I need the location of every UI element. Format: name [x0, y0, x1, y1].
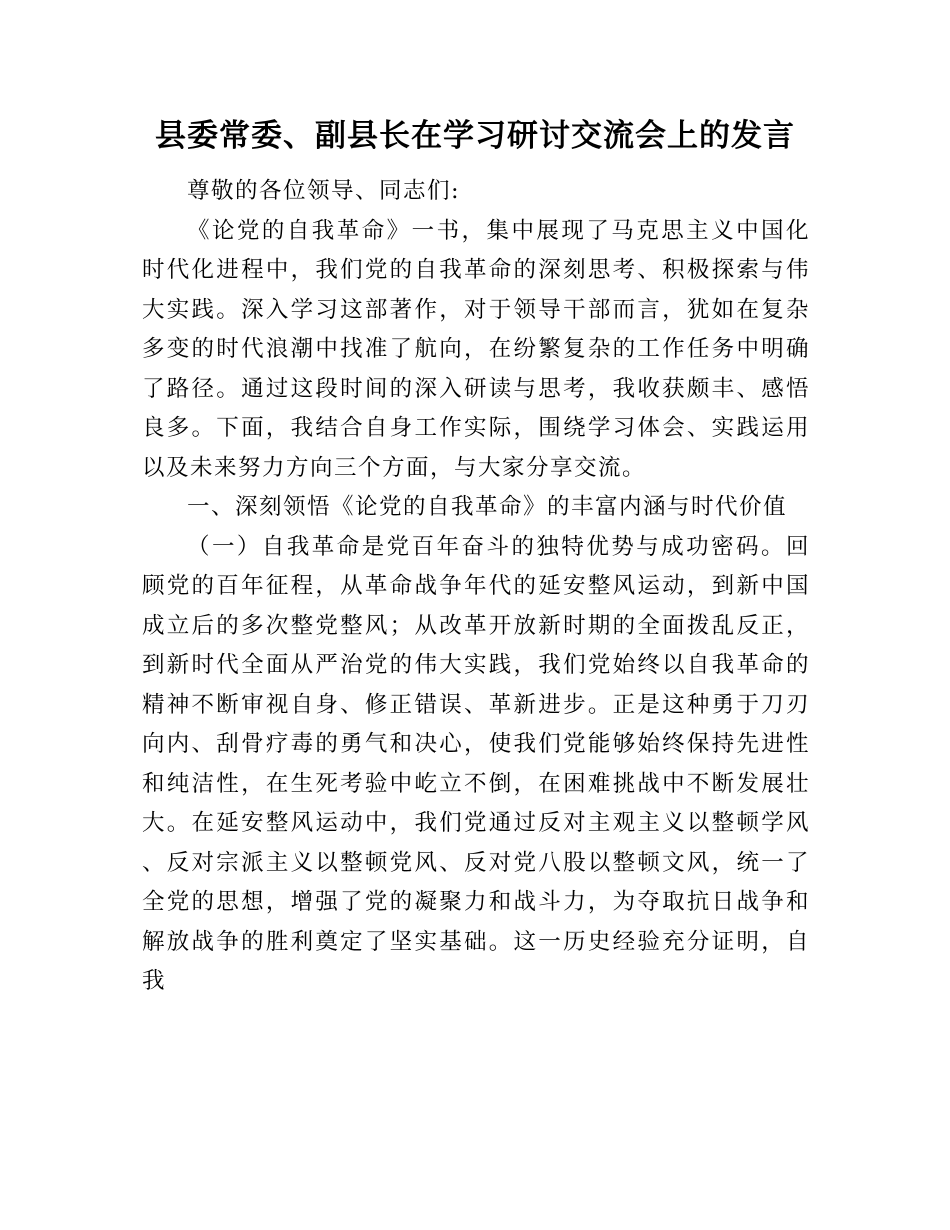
intro-paragraph: 《论党的自我革命》一书，集中展现了马克思主义中国化时代化进程中，我们党的自我革命的深刻思考、积极探索与伟大实践。深入学习这部著作，对于领导干部而言，犹如在复杂多变的时代浪潮中找准了航向，在纷繁复杂的工作任务中明确了路径。通过这段时间的深入研读与思考，我收获颇丰、感悟良多。下面，我结合自身工作实际，围绕学习体会、实践运用以及未来努力方向三个方面，与大家分享交流。 [142, 217, 810, 481]
document-title: 县委常委、副县长在学习研讨交流会上的发言 [155, 118, 795, 154]
section-heading: 一、深刻领悟《论党的自我革命》的丰富内涵与时代价值 [187, 494, 788, 520]
salutation: 尊敬的各位领导、同志们: [187, 178, 461, 204]
document-body [142, 172, 810, 1002]
body-paragraph: （一）自我革命是党百年奋斗的独特优势与成功密码。回顾党的百年征程，从革命战争年代的延安整风运动，到新中国成立后的多次整党整风；从改革开放新时期的全面拨乱反正，到新时代全面从严治党的伟大实践，我们党始终以自我革命的精神不断审视自身、修正错误、革新进步。正是这种勇于刀刃向内、刮骨疗毒的勇气和决心，使我们党能够始终保持先进性和纯洁性，在生死考验中屹立不倒，在困难挑战中不断发展壮大。在延安整风运动中，我们党通过反对主观主义以整顿学风、反对宗派主义以整顿党风、反对党八股以整顿文风，统一了全党的思想，增强了党的凝聚力和战斗力，为夺取抗日战争和解放战争的胜利奠定了坚实基础。这一历史经验充分证明，自我 [142, 533, 810, 994]
